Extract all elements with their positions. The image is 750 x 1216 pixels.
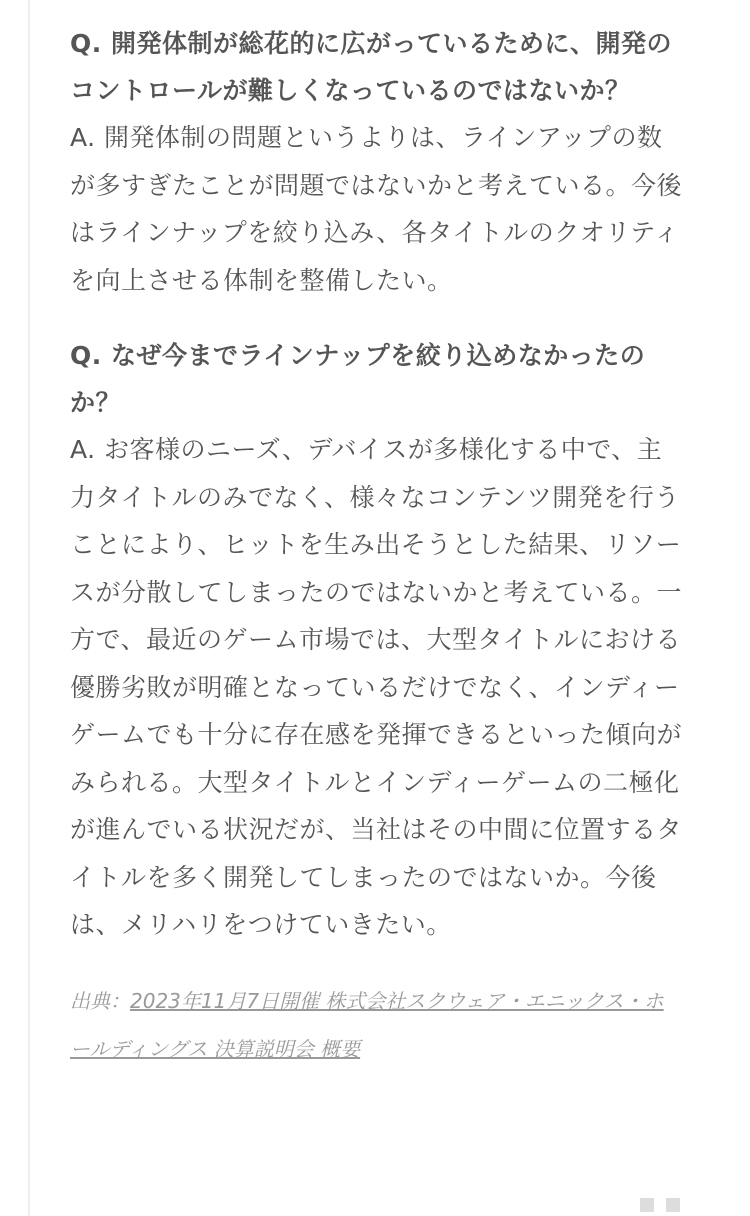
source-link[interactable]: 2023年11月7日開催 株式会社スクウェア・エニックス・ホールディングス 決算説明会 概要 [70, 988, 664, 1061]
page-nav-indicator [640, 1198, 680, 1212]
question-text: Q. 開発体制が総花的に広がっているために、開発のコントロールが難しくなっているのではないか？ [70, 29, 672, 105]
source-citation [70, 977, 682, 1073]
qa-item [70, 20, 682, 304]
nav-box-icon[interactable] [666, 1198, 680, 1212]
question-text: Q. なぜ今までラインナップを絞り込めなかったのか？ [70, 341, 646, 417]
source-prefix: 出典： [70, 988, 130, 1013]
answer-text: A. 開発体制の問題というよりは、ラインアップの数が多すぎたことが問題ではないかと考えている。今後はラインナップを絞り込み、各タイトルのクオリティを向上させる体制を整備したい。 [70, 123, 683, 295]
answer-text: A. お客様のニーズ、デバイスが多様化する中で、主力タイトルのみでなく、様々なコンテンツ開発を行うことにより、ヒットを生み出そうとした結果、リソースが分散してしまったのではないかと考えている。一方で、最近のゲーム市場では、大型タイトルにおける優勝劣敗が明確となっているだけでなく、インディーゲームでも十分に存在感を発揮できるといった傾向がみられる。大型タイトルとインディーゲームの二極化が進んでいる状況だが、当社はその中間に位置するタイトルを多く開発してしまったのではないか。今後は、メリハリをつけていきたい。 [70, 435, 683, 939]
content-left-border [28, 0, 30, 1216]
article-body [70, 20, 682, 1073]
nav-box-icon[interactable] [640, 1198, 654, 1212]
qa-item [70, 332, 682, 949]
